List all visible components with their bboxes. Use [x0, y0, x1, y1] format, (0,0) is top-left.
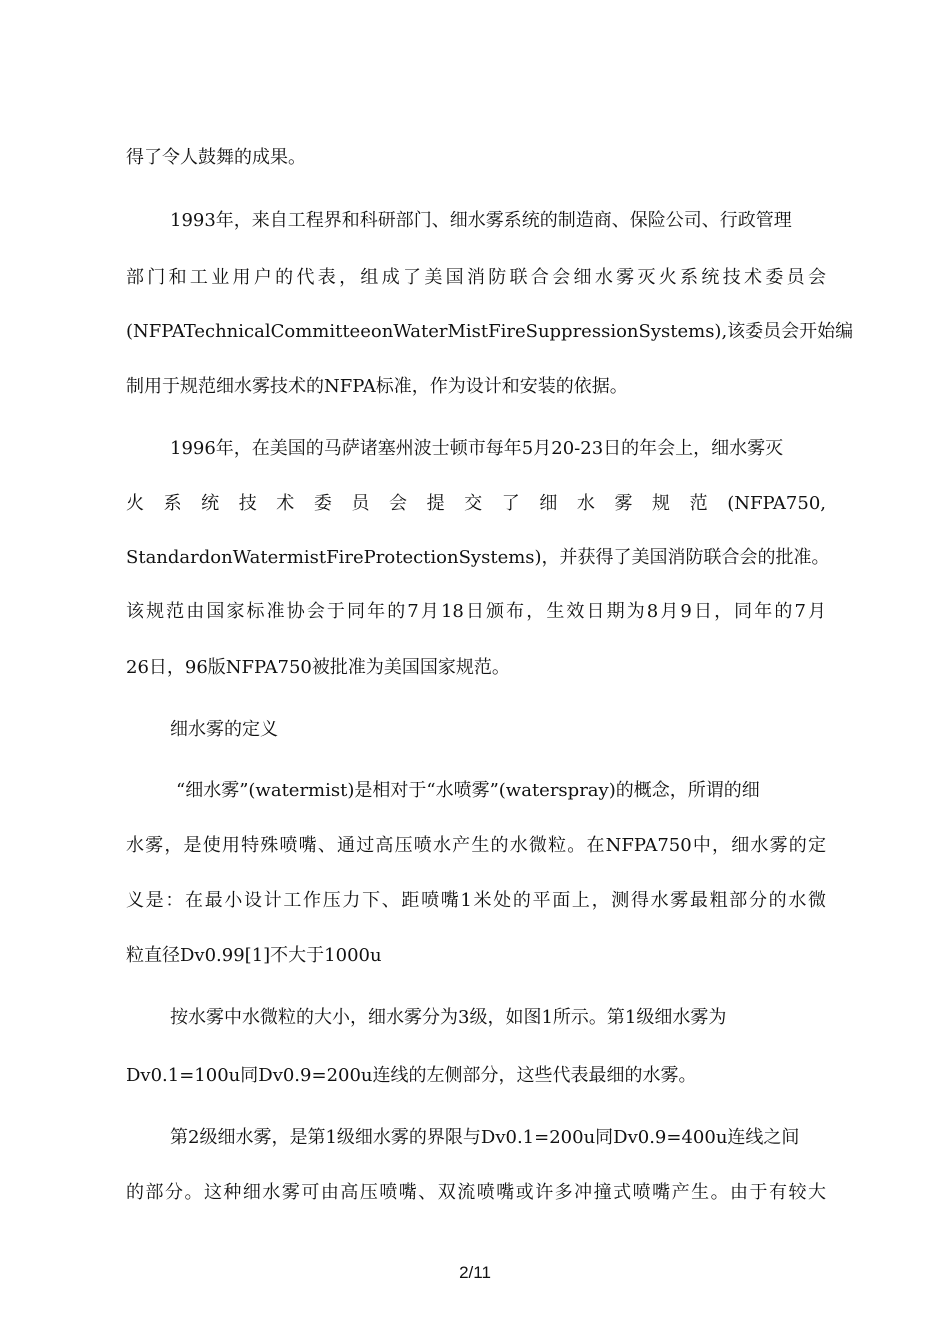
page-number: 2/11 [459, 1263, 491, 1282]
paragraph-1996-line-5: 26日，96版NFPA750被批准为美国国家规范。 [126, 657, 510, 678]
paragraph-1996-line-3: StandardonWatermistFireProtectionSystems)，并获得了美国消防联合会的批准。 [126, 547, 830, 568]
definition-line-1: “细水雾”(watermist)是相对于“水喷雾”(waterspray)的概念，所谓的细 [176, 780, 760, 801]
definition-line-3: 义是：在最小设计工作压力下、距喷嘴1米处的平面上，测得水雾最粗部分的水微 [126, 890, 826, 911]
definition-line-4: 粒直径Dv0.99[1]不大于1000u [126, 945, 382, 966]
paragraph-1993-line-4: 制用于规范细水雾技术的NFPA标准，作为设计和安装的依据。 [126, 376, 628, 397]
level-two-line-2: 的部分。这种细水雾可由高压喷嘴、双流喷嘴或许多冲撞式喷嘴产生。由于有较大 [126, 1182, 826, 1203]
paragraph-1996-line-2: 火系统技术委员会提交了细水雾规范(NFPA750, [126, 493, 826, 514]
paragraph-1996-line-4: 该规范由国家标准协会于同年的7月18日颁布，生效日期为8月9日，同年的7月 [126, 601, 826, 622]
level-two-line-1: 第2级细水雾，是第1级细水雾的界限与Dv0.1=200u同Dv0.9=400u连线之间 [170, 1127, 800, 1148]
paragraph-1993-line-1: 1993年，来自工程界和科研部门、细水雾系统的制造商、保险公司、行政管理 [170, 210, 792, 231]
paragraph-1993-line-2: 部门和工业用户的代表，组成了美国消防联合会细水雾灭火系统技术委员会 [126, 267, 826, 288]
paragraph-1996-line-1: 1996年，在美国的马萨诸塞州波士顿市每年5月20-23日的年会上，细水雾灭 [170, 438, 784, 459]
classification-line-2: Dv0.1=100u同Dv0.9=200u连线的左侧部分，这些代表最细的水雾。 [126, 1065, 697, 1086]
paragraph-1993-line-3: (NFPATechnicalCommitteeonWaterMistFireSuppressionSystems),该委员会开始编 [126, 321, 854, 342]
definition-line-2: 水雾，是使用特殊喷嘴、通过高压喷水产生的水微粒。在NFPA750中，细水雾的定 [126, 835, 826, 856]
text-line-1: 得了令人鼓舞的成果。 [126, 147, 306, 168]
section-heading: 细水雾的定义 [170, 719, 278, 740]
classification-line-1: 按水雾中水微粒的大小，细水雾分为3级，如图1所示。第1级细水雾为 [170, 1007, 727, 1028]
